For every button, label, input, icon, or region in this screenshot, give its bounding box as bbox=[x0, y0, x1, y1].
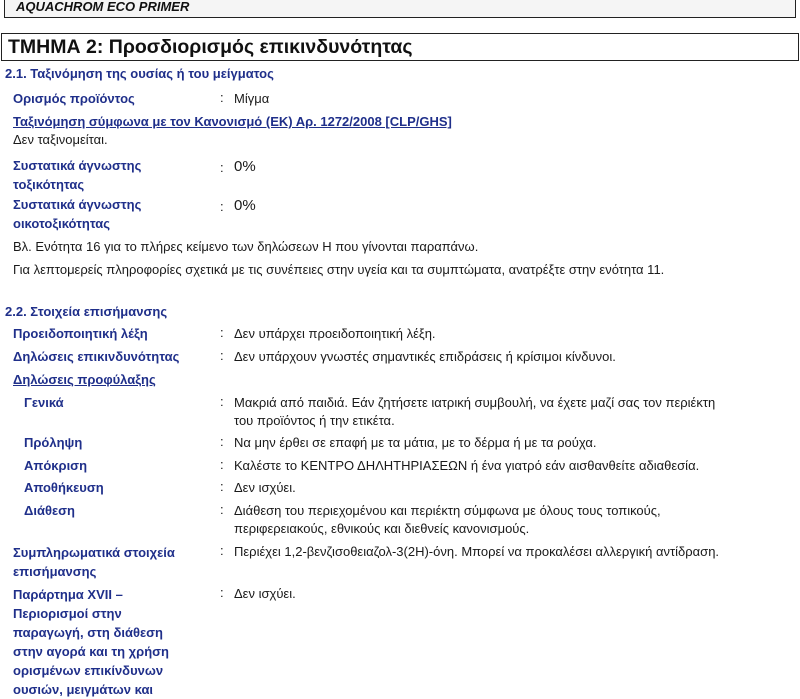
response-value: Καλέστε το ΚΕΝΤΡΟ ΔΗΛΗΤΗΡΙΑΣΕΩΝ ή ένα γιατρό εάν αισθανθείτε αδιαθεσία. bbox=[234, 458, 700, 473]
product-name-header: AQUACHROM ECO PRIMER bbox=[4, 0, 796, 18]
not-classified-text: Δεν ταξινομείται. bbox=[13, 132, 108, 147]
product-definition-label: Ορισμός προϊόντος bbox=[13, 91, 135, 106]
signal-word-value: Δεν υπάρχει προειδοποιητική λέξη. bbox=[234, 326, 436, 341]
colon: : bbox=[220, 585, 224, 600]
colon: : bbox=[220, 325, 224, 340]
storage-label: Αποθήκευση bbox=[24, 480, 104, 495]
colon: : bbox=[220, 457, 224, 472]
disposal-label: Διάθεση bbox=[24, 503, 75, 518]
product-definition-value: Μίγμα bbox=[234, 91, 270, 106]
general-value: Μακριά από παιδιά. Εάν ζητήσετε ιατρική συμβουλή, να έχετε μαζί σας τον περιέκτη του προϊόντος ή την ετικέτα. bbox=[234, 395, 716, 428]
labelling-heading: 2.2. Στοιχεία επισήμανσης bbox=[5, 304, 168, 319]
unknown-ecotoxicity-label: Συστατικά άγνωστης οικοτοξικότητας bbox=[13, 197, 142, 231]
colon: : bbox=[220, 434, 224, 449]
section11-note: Για λεπτομερείς πληροφορίες σχετικά με τις συνέπειες στην υγεία και τα συμπτώματα, ανατρέξτε στην ενότητα 11. bbox=[13, 262, 665, 277]
colon: : bbox=[220, 160, 224, 175]
section16-note: Βλ. Ενότητα 16 για το πλήρες κείμενο των δηλώσεων Η που γίνονται παραπάνω. bbox=[13, 239, 479, 254]
prevention-label: Πρόληψη bbox=[24, 435, 83, 450]
colon: : bbox=[220, 502, 224, 517]
annex-xvii-value: Δεν ισχύει. bbox=[234, 586, 296, 601]
supplementary-elements-value: Περιέχει 1,2-βενζισοθειαζολ-3(2H)-όνη. Μπορεί να προκαλέσει αλλεργική αντίδραση. bbox=[234, 544, 720, 559]
colon: : bbox=[220, 479, 224, 494]
colon: : bbox=[220, 90, 224, 105]
unknown-toxicity-value: 0% bbox=[234, 158, 256, 175]
storage-value: Δεν ισχύει. bbox=[234, 480, 296, 495]
colon: : bbox=[220, 543, 224, 558]
hazard-statements-value: Δεν υπάρχουν γνωστές σημαντικές επιδράσεις ή κρίσιμοι κίνδυνοι. bbox=[234, 349, 616, 364]
regulation-link[interactable]: Ταξινόμηση σύμφωνα με τον Κανονισμό (ΕΚ) Αρ. 1272/2008 [CLP/GHS] bbox=[13, 114, 452, 129]
supplementary-elements-label: Συμπληρωματικά στοιχεία επισήμανσης bbox=[13, 545, 175, 579]
unknown-toxicity-label: Συστατικά άγνωστης τοξικότητας bbox=[13, 158, 142, 192]
prevention-value: Να μην έρθει σε επαφή με τα μάτια, με το δέρμα ή με τα ρούχα. bbox=[234, 435, 597, 450]
annex-xvii-label: Παράρτημα XVII – Περιορισμοί στην παραγωγή, στη διάθεση στην αγορά και τη χρήση ορισμένων επικίνδυνων ουσιών, μειγμάτων και bbox=[13, 587, 169, 697]
signal-word-label: Προειδοποιητική λέξη bbox=[13, 326, 148, 341]
general-label: Γενικά bbox=[24, 395, 64, 410]
classification-heading: 2.1. Ταξινόμηση της ουσίας ή του μείγματος bbox=[5, 66, 274, 81]
precautionary-statements-heading: Δηλώσεις προφύλαξης bbox=[13, 372, 156, 387]
unknown-ecotoxicity-value: 0% bbox=[234, 197, 256, 214]
response-label: Απόκριση bbox=[24, 458, 88, 473]
section-title: ΤΜΗΜΑ 2: Προσδιορισμός επικινδυνότητας bbox=[1, 33, 799, 61]
colon: : bbox=[220, 394, 224, 409]
colon: : bbox=[220, 199, 224, 214]
disposal-value: Διάθεση του περιεχομένου και περιέκτη σύμφωνα με όλους τους τοπικούς, περιφερειακούς, εθνικούς και διεθνείς κανονισμούς. bbox=[234, 503, 661, 536]
hazard-statements-label: Δηλώσεις επικινδυνότητας bbox=[13, 349, 180, 364]
colon: : bbox=[220, 348, 224, 363]
